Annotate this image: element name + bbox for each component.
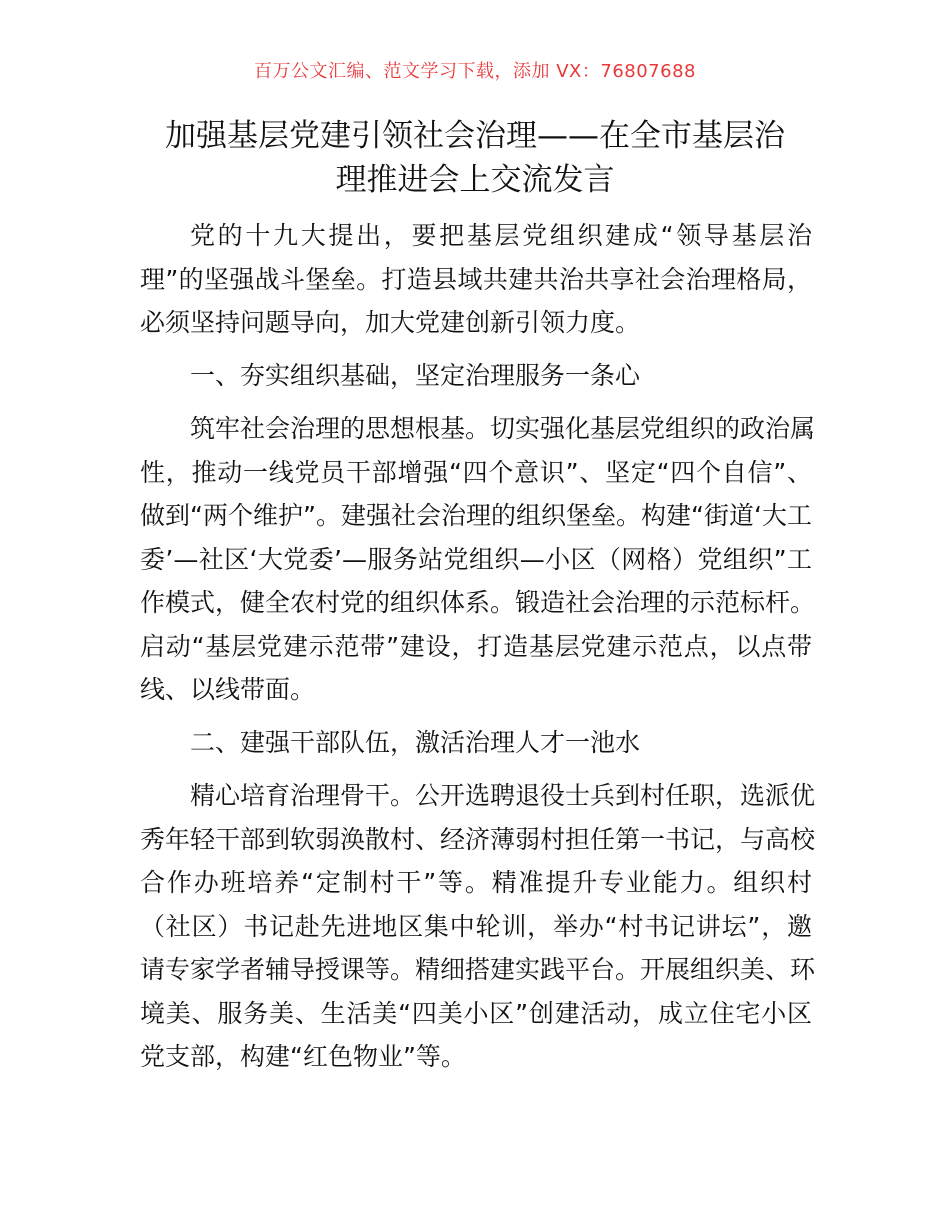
- text-line: 筑牢社会治理的思想根基。切实强化基层党组织的政治属: [190, 414, 816, 443]
- text-line: 启动“基层党建示范带”建设，打造基层党建示范点，以点带: [140, 631, 812, 661]
- text-line: （社区）书记赴先进地区集中轮训，举办“村书记讲坛”，邀: [140, 911, 812, 941]
- section-heading: [140, 354, 812, 398]
- text-line: 精心培育治理骨干。公开选聘退役士兵到村任职，选派优: [190, 781, 816, 810]
- watermark-banner: 百万公文汇编、范文学习下载，添加 VX：76807688: [254, 61, 696, 82]
- text-line: 请专家学者辅导授课等。精细搭建实践平台。开展组织美、环: [140, 955, 816, 984]
- title-line: 理推进会上交流发言: [335, 162, 615, 198]
- text-line: 合作办班培养“定制村干”等。精准提升专业能力。组织村: [140, 868, 812, 897]
- text-line: 一、夯实组织基础，坚定治理服务一条心: [190, 361, 641, 390]
- text-line: 做到“两个维护”。建强社会治理的组织堡垒。构建“街道‘大工: [140, 501, 812, 530]
- text-line: 党支部，构建“红色物业”等。: [140, 1042, 466, 1071]
- text-line: 必须坚持问题导向，加大党建创新引领力度。: [140, 308, 641, 337]
- text-line: 党的十九大提出，要把基层党组织建成“领导基层治: [190, 221, 812, 250]
- body-paragraph: [140, 774, 816, 1079]
- text-line: 秀年轻干部到软弱涣散村、经济薄弱村担任第一书记，与高校: [140, 824, 816, 854]
- body-paragraph: [140, 214, 812, 345]
- text-line: 理”的坚强战斗堡垒。打造县域共建共治共享社会治理格局，: [140, 264, 812, 294]
- section-heading: [140, 721, 812, 765]
- document-title: [120, 114, 830, 202]
- body-paragraph: [140, 407, 816, 712]
- title-line: 加强基层党建引领社会治理——在全市基层治: [165, 118, 785, 154]
- text-line: 境美、服务美、生活美“四美小区”创建活动，成立住宅小区: [140, 998, 812, 1028]
- text-line: 性，推动一线党员干部增强“四个意识”、坚定“四个自信”、: [140, 457, 812, 487]
- text-line: 二、建强干部队伍，激活治理人才一池水: [190, 728, 641, 757]
- text-line: 作模式，健全农村党的组织体系。锻造社会治理的示范标杆。: [140, 588, 816, 617]
- text-line: 线、以线带面。: [140, 675, 316, 704]
- document-body: [140, 214, 816, 1088]
- text-line: 委’—社区‘大党委’—服务站党组织—小区（网格）党组织”工: [140, 544, 812, 574]
